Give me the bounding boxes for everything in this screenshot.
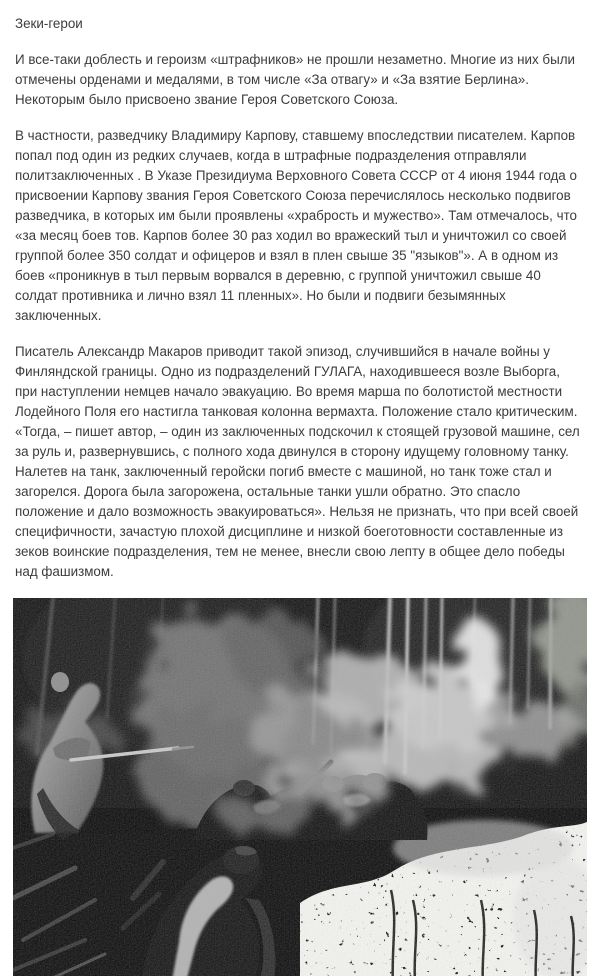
paragraph-2: В частности, разведчику Владимиру Карпову, ставшему впоследствии писателем. Карпов попал под один из редких случаев, когда в штрафные подразделения отправляли политзаключенных . В Указе Президиума Верховного Совета СССР от 4 июня 1944 года о присвоении Карпову звания Героя Советского Союза перечислялось несколько подвигов разведчика, в которых им были проявлены «храбрость и мужество». Там отмечалось, что «за месяц боев тов. Карпов более 30 раз ходил во вражеский тыл и уничтожил со своей группой более 350 солдат и офицеров и взял в плен свыше 35 "языков"». А в одном из боев «проникнув в тыл первым ворвался в деревню, с группой уничтожил свыше 40 солдат противника и лично взял 11 пленных». Но были и подвиги безымянных заключенных. (15, 128, 577, 323)
war-photo-illustration (13, 598, 587, 976)
article-title: Зеки-герои (15, 16, 83, 31)
paragraph-3: Писатель Александр Макаров приводит такой эпизод, случившийся в начале войны у Финляндской границы. Одно из подразделений ГУЛАГА, находившееся возле Выборга, при наступлении немцев начало эвакуацию. Во время марша по болотистой местности Лодейного Поля его настигла танковая колонна вермахта. Положение стало критическим. «Тогда, – пишет автор, – один из заключенных подскочил к стоящей грузовой машине, сел за руль и, развернувшись, с полного хода двинулся в сторону идущему головному танку. Налетев на танк, заключенный геройски погиб вместе с машиной, но танк тоже стал и загорелся. Дорога была загорожена, остальные танки ушли обратно. Это спасло положение и дало возможность эвакуироваться». Нельзя не признать, что при всей своей специфичности, зачастую плохой дисциплине и низкой боеготовности составленные из зеков воинские подразделения, тем не менее, внесли свою лепту в общее дело победы над фашизмом. (15, 344, 580, 579)
film-grain (13, 598, 587, 976)
paragraph-1: И все-таки доблесть и героизм «штрафников» не прошли незаметно. Многие из них были отмечены орденами и медалями, в том числе «За отвагу» и «За взятие Берлина». Некоторым было присвоено звание Героя Советского Союза. (15, 52, 576, 107)
war-photo (13, 598, 587, 976)
